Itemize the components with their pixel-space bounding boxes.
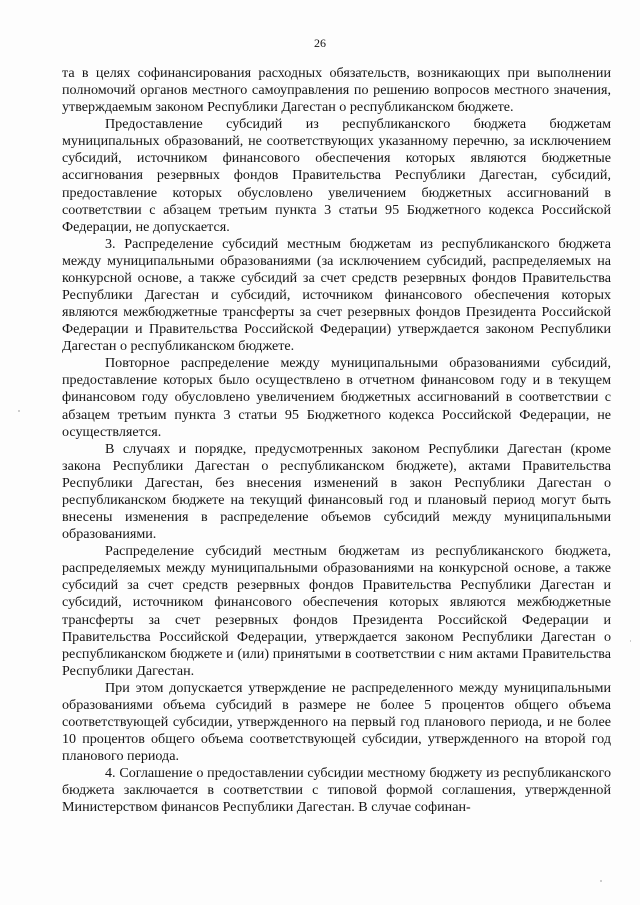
document-body <box>62 65 611 816</box>
paragraph-3: 3. Распределение субсидий местным бюджетам из республиканского бюджета между муниципальными образованиями (за исключением субсидий, распределяемых на конкурсной основе, а также субсидий за счет средств резервных фондов Правительства Республики Дагестан и субсидий, источником финансового обеспечения которых являются межбюджетные трансферты за счет резервных фондов Президента Российской Федерации и Правительства Российской Федерации) утверждается законом Республики Дагестан о республиканском бюджете. <box>62 235 611 355</box>
scan-speck <box>630 640 631 642</box>
paragraph-2: Предоставление субсидий из республиканского бюджета бюджетам муниципальных образований, не соответствующих указанному перечню, за исключением субсидий, источником финансового обеспечения которых являются бюджетные ассигнования резервных фондов Правительства Республики Дагестан, субсидий, предоставление которых обусловлено увеличением бюджетных ассигнований в соответствии с абзацем третьим пункта 3 статьи 95 Бюджетного кодекса Российской Федерации, не допускается. <box>62 116 611 235</box>
paragraph-5: В случаях и порядке, предусмотренных законом Республики Дагестан (кроме закона Республики Дагестан о республиканском бюджете), актами Правительства Республики Дагестан, без внесения изменений в закон Республики Дагестан о республиканском бюджете на текущий финансовый год и плановый период могут быть внесены изменения в распределение объемов субсидий между муниципальными образованиями. <box>62 440 611 543</box>
paragraph-7: При этом допускается утверждение не распределенного между муниципальными образованиями объема субсидий в размере не более 5 процентов общего объема соответствующей субсидии, утвержденного на первый год планового периода, и не более 10 процентов общего объема соответствующей субсидии, утвержденного на второй год планового периода. <box>62 679 611 765</box>
scan-speck <box>600 880 602 882</box>
paragraph-4: Повторное распределение между муниципальными образованиями субсидий, предоставление которых было осуществлено в отчетном финансовом году и в текущем финансовом году обусловлено увеличением бюджетных ассигнований в соответствии с абзацем третьим пункта 3 статьи 95 Бюджетного кодекса Российской Федерации, не осуществляется. <box>62 355 611 440</box>
page-number: 26 <box>314 36 326 50</box>
paragraph-1: та в целях софинансирования расходных обязательств, возникающих при выполнении полномочий органов местного самоуправления по решению вопросов местного значения, утверждаемым законом Республики Дагестан о республиканском бюджете. <box>62 65 611 116</box>
scan-speck <box>18 410 20 412</box>
paragraph-6: Распределение субсидий местным бюджетам из республиканского бюджета, распределяемых между муниципальными образованиями на конкурсной основе, а также субсидий за счет средств резервных фондов Правительства Республики Дагестан и субсидий, источником финансового обеспечения которых являются межбюджетные трансферты за счет резервных фондов Президента Российской Федерации и Правительства Российской Федерации, утверждается законом Республики Дагестан о республиканском бюджете и (или) принятыми в соответствии с ним актами Правительства Республики Дагестан. <box>62 543 611 679</box>
paragraph-8: 4. Соглашение о предоставлении субсидии местному бюджету из республиканского бюджета заключается в соответствии с типовой формой соглашения, утвержденной Министерством финансов Республики Дагестан. В случае софинан- <box>62 765 611 816</box>
